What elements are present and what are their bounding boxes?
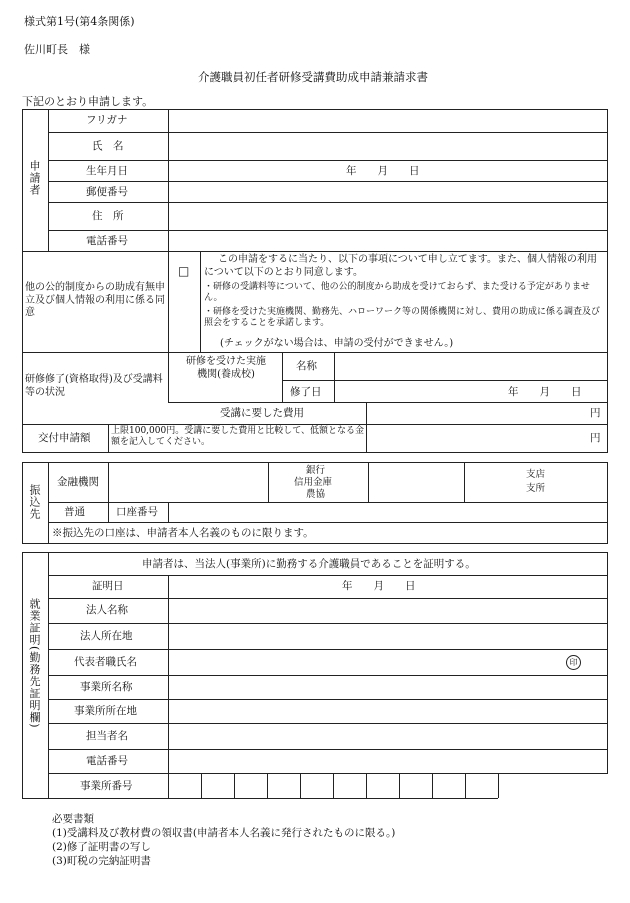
account-type: 普通 [64,506,85,518]
consent-label: 他の公的制度からの助成有無申立及び個人情報の利用に係る同意 [25,282,165,318]
form-number: 様式第1号(第4条関係) [24,15,135,28]
contact-person-field[interactable] [170,725,606,748]
required-doc-item: (3)町税の完納証明書 [52,855,151,867]
bank-type-bank[interactable]: 銀行 [306,465,326,476]
representative-field[interactable] [170,651,560,674]
office-name-field[interactable] [170,677,606,698]
employment-statement: 申請者は、当法人(事業所)に勤務する介護職員であることを証明する。 [142,558,476,570]
institution-label: 研修を受けた実施機関(養成校) [186,356,266,380]
consent-item-1: ・研修の受講料等について、他の公的制度から助成を受けておらず、また受ける予定がありません。 [204,282,590,304]
employment-phone-label: 電話番号 [86,755,128,767]
office-name-label: 事業所名称 [80,681,133,693]
office-address-label: 事業所所在地 [74,705,137,717]
consent-item-2: ・研修を受けた実施機関、勤務先、ハローワーク等の関係機関に対し、費用の助成に係る調査及び照会をすることを承諾します。 [204,307,601,329]
address-label: 住 所 [92,210,124,222]
bank-institution-label: 金融機関 [57,476,99,488]
grant-note: 上限100,000円。受講に要した費用と比較して、低額となる金額を記入してください。 [111,426,365,448]
corp-address-field[interactable] [170,625,606,648]
bank-type-nokyo[interactable]: 農協 [306,489,326,500]
cert-date-field[interactable]: 年 月 日 [342,580,416,592]
institution-name-label: 名称 [296,360,317,372]
employment-phone-field[interactable] [170,751,606,772]
page-title: 介護職員初任者研修受講費助成申請兼請求書 [198,70,428,84]
cost-label: 受講に要した費用 [220,407,304,419]
corp-name-label: 法人名称 [86,604,128,616]
intro-text: 下記のとおり申請します。 [22,95,154,108]
office-number-field[interactable] [170,775,498,797]
corp-address-label: 法人所在地 [80,630,133,642]
consent-note: (チェックがない場合は、申請の受付ができません。) [220,338,454,349]
office-address-field[interactable] [170,701,606,722]
office-number-label: 事業所番号 [80,780,133,792]
name-label: 氏 名 [92,140,124,152]
corp-name-field[interactable] [170,600,606,622]
consent-paragraph: この申請をするに当たり、以下の事項について申し立てます。また、個人情報の利用について以下のとおり同意します。 [204,254,597,278]
addressee: 佐川町長 様 [24,43,90,56]
training-label: 研修修了(資格取得)及び受講料等の状況 [25,374,163,398]
account-number-label: 口座番号 [116,506,158,518]
furigana-label: フリガナ [86,114,128,126]
bank-note: ※振込先の口座は、申請者本人名義のものに限ります。 [52,527,314,539]
birthdate-field[interactable]: 年 月 日 [346,165,420,177]
branch-type-shisho[interactable]: 支所 [526,483,546,494]
cost-yen: 円 [590,407,601,419]
postal-code-label: 郵便番号 [86,186,128,198]
cert-date-label: 証明日 [92,580,124,592]
required-doc-item: (2)修了証明書の写し [52,841,151,853]
grant-yen: 円 [590,432,601,444]
bank-section-label: 振込先 [28,484,41,520]
branch-type-shiten[interactable]: 支店 [526,469,546,480]
applicant-section-label: 申請者 [28,160,41,196]
completion-date-label: 修了日 [290,386,322,398]
seal-mark: 印 [566,655,581,670]
required-doc-item: (1)受講料及び教材費の領収書(申請者本人名義に発行されたものに限る。) [52,827,396,839]
representative-label: 代表者職氏名 [74,656,137,668]
birthdate-label: 生年月日 [86,165,128,177]
employment-section-label: 就業証明(勤務先証明欄) [28,598,41,729]
bank-type-shinkin[interactable]: 信用金庫 [294,477,333,488]
completion-date-field[interactable]: 年 月 日 [508,386,582,398]
required-docs-heading: 必要書類 [52,813,94,825]
phone-label: 電話番号 [86,235,128,247]
grant-label: 交付申請額 [38,432,91,444]
contact-person-label: 担当者名 [86,730,128,742]
consent-checkbox[interactable]: □ [178,264,190,278]
